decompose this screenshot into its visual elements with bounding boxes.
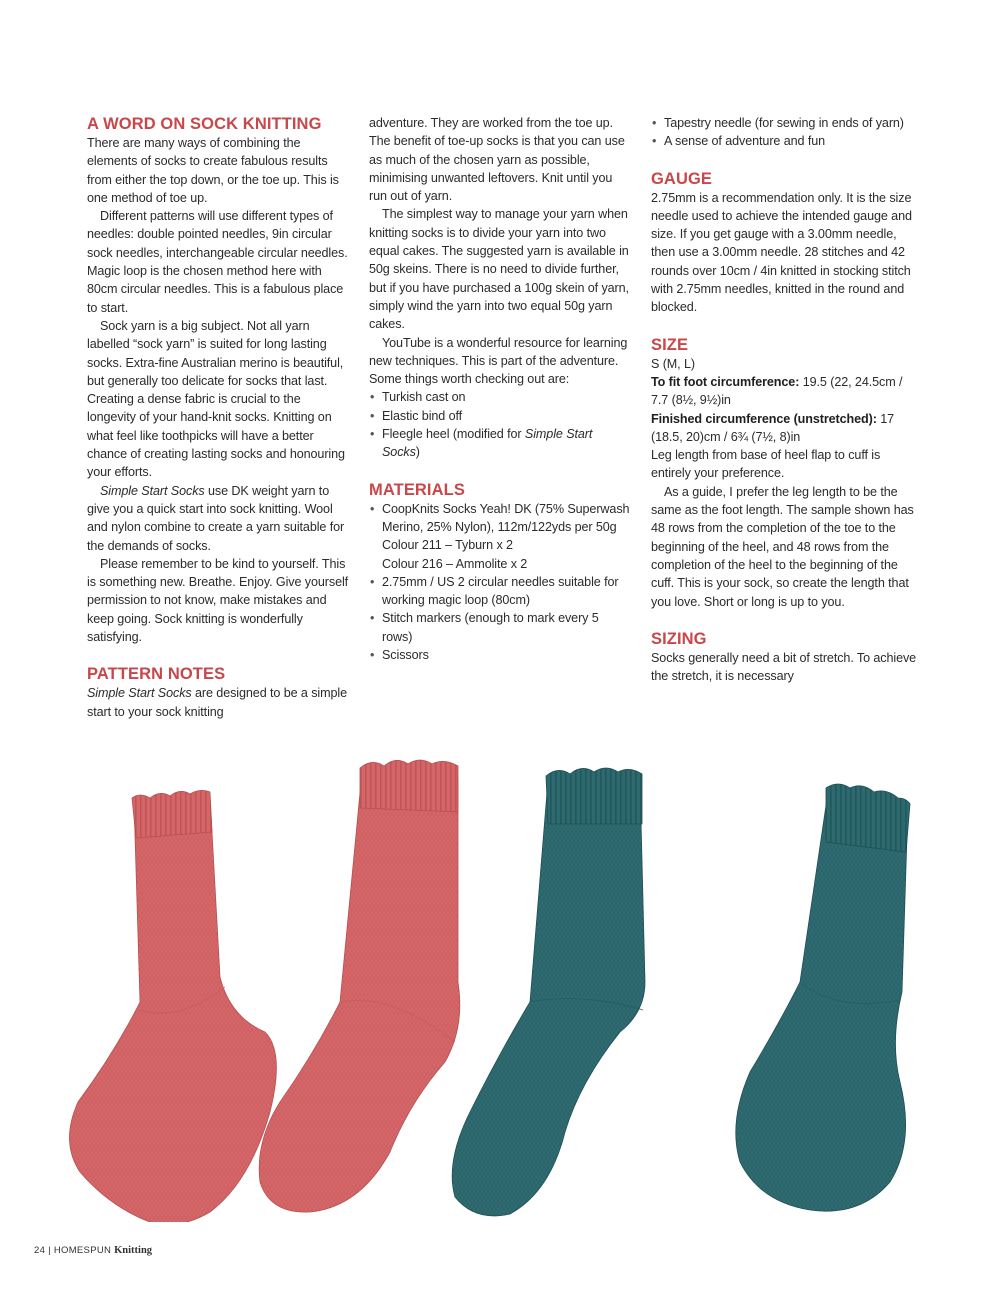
heading-word-on-sock-knitting: A WORD ON SOCK KNITTING (87, 115, 322, 133)
page-number: 24 (34, 1245, 46, 1256)
magazine-name: HOMESPUN (53, 1245, 112, 1256)
paragraph: There are many ways of combining the elements of socks to create fabulous results from either the top down, or the toe up. This is one method of toe up. (87, 136, 339, 205)
list-item: • Turkish cast on (369, 388, 631, 406)
heading-materials: MATERIALS (369, 480, 465, 499)
column-3 (651, 114, 917, 685)
label: Finished circumference (unstretched): (651, 411, 877, 426)
sock-pink-right (259, 760, 460, 1212)
list-text: ) (415, 445, 420, 460)
label: To fit foot circumference: (651, 374, 800, 389)
paragraph: Some things worth checking out are: (369, 372, 570, 387)
footer-separator: | (48, 1245, 51, 1256)
list-item: • Scissors (369, 646, 631, 664)
heading-sizing: SIZING (651, 629, 707, 648)
paragraph: Sock yarn is a big subject. Not all yarn labelled “sock yarn” is suited for long lasting socks. Extra-fine Australian merino is beautiful, but generally too delicate for socks that last. Creating a dense fabric is crucial to the longevity of your hand-knit socks. Knitting on what feel like toothpicks will have a better chance of creating lasting socks and honouring your efforts. (87, 318, 345, 480)
sock-pink-left (69, 790, 276, 1222)
paragraph: 2.75mm is a recommendation only. It is the size needle used to achieve the intended gauge and size. If you get gauge with a 3.00mm needle, then use a 3.00mm needle. 28 stitches and 42 rounds over 10cm / 4in knitted in stocking stitch with 2.75mm needles, knitted in the round and blocked. (651, 190, 912, 315)
value: 19.5 (22, 24.5cm / 7.7 (8½, 9½)in (651, 374, 903, 408)
list-item (369, 500, 631, 573)
paragraph: Leg length from base of heel flap to cuff is entirely your preference. (651, 448, 881, 481)
list-item: • Stitch markers (enough to mark every 5 rows) (369, 609, 631, 646)
page-footer (34, 1245, 152, 1256)
paragraph: YouTube is a wonderful resource for learning new techniques. This is part of the adventure. (369, 335, 628, 368)
paragraph-text: use DK weight yarn to give you a quick start into sock knitting. Wool and nylon combine to create a yarn suitable for the demands of socks. (87, 483, 345, 553)
list-item (369, 425, 631, 462)
yarn-description: • CoopKnits Socks Yeah! DK (75% Superwash Merino, 25% Nylon), 112m/122yds per 50g (382, 501, 630, 534)
sock-teal-left (452, 768, 645, 1216)
paragraph (87, 684, 349, 721)
paragraph: Please remember to be kind to yourself. This is something new. Breathe. Enjoy. Give yourself permission to not know, make mistakes and keep going. Sock knitting is wonderfully satisfying. (87, 556, 349, 645)
column-2 (369, 114, 631, 664)
paragraph (651, 410, 917, 447)
list-item: • Tapestry needle (for sewing in ends of yarn) (651, 114, 917, 132)
list-item: • Elastic bind off (369, 407, 631, 425)
heading-pattern-notes: PATTERN NOTES (87, 665, 226, 684)
yarn-colour: Colour 211 – Tyburn x 2 (382, 538, 513, 553)
paragraph: adventure. They are worked from the toe up. The benefit of toe-up socks is that you can use as much of the chosen yarn as possible, minimising unwanted leftovers. Knit until you run out of yarn. (369, 116, 625, 204)
magazine-name-suffix: Knitting (114, 1245, 153, 1256)
list-item: • A sense of adventure and fun (651, 132, 917, 150)
value: 17 (18.5, 20)cm / 6¾ (7½, 8)in (651, 411, 895, 444)
pattern-name: Simple Start Socks (87, 686, 192, 701)
yarn-colour: Colour 216 – Ammolite x 2 (382, 556, 528, 571)
heading-size: SIZE (651, 335, 689, 354)
paragraph: As a guide, I prefer the leg length to be the same as the foot length. The sample shown has 48 rows from the completion of the toe to the beginning of the heel, and 48 rows from the completion of the heel to the beginning of the cuff. This is your sock, so create the length that you love. Short or long is up to you. (651, 484, 914, 609)
list-item: • 2.75mm / US 2 circular needles suitable for working magic loop (80cm) (369, 573, 631, 610)
paragraph: Different patterns will use different types of needles: double pointed needles, 9in circular sock needles, interchangeable circular needles. Magic loop is the chosen method here with 80cm circular needles. This is a fabulous place to start. (87, 209, 348, 315)
paragraph (651, 373, 917, 410)
sock-teal-right (736, 784, 910, 1211)
paragraph-text: are designed to be a simple start to your sock knitting (87, 686, 348, 719)
paragraph (87, 482, 349, 555)
list-text: Fleegle heel (modified for (382, 427, 525, 442)
technique-list (369, 388, 631, 461)
materials-list-continued (651, 114, 917, 151)
pattern-name: Simple Start Socks (382, 427, 593, 460)
column-1 (87, 114, 349, 721)
socks-photo (60, 752, 940, 1222)
heading-gauge: GAUGE (651, 169, 713, 188)
pattern-name: Simple Start Socks (100, 483, 205, 498)
materials-list (369, 500, 631, 665)
paragraph: S (M, L) (651, 356, 695, 371)
paragraph: Socks generally need a bit of stretch. To achieve the stretch, it is necessary (651, 650, 917, 684)
paragraph: The simplest way to manage your yarn when knitting socks is to divide your yarn into two equal cakes. The suggested yarn is available in 50g skeins. There is no need to divide further, but if you have purchased a 100g skein of yarn, simply wind the yarn into two equal 50g yarn cakes. (369, 207, 629, 332)
